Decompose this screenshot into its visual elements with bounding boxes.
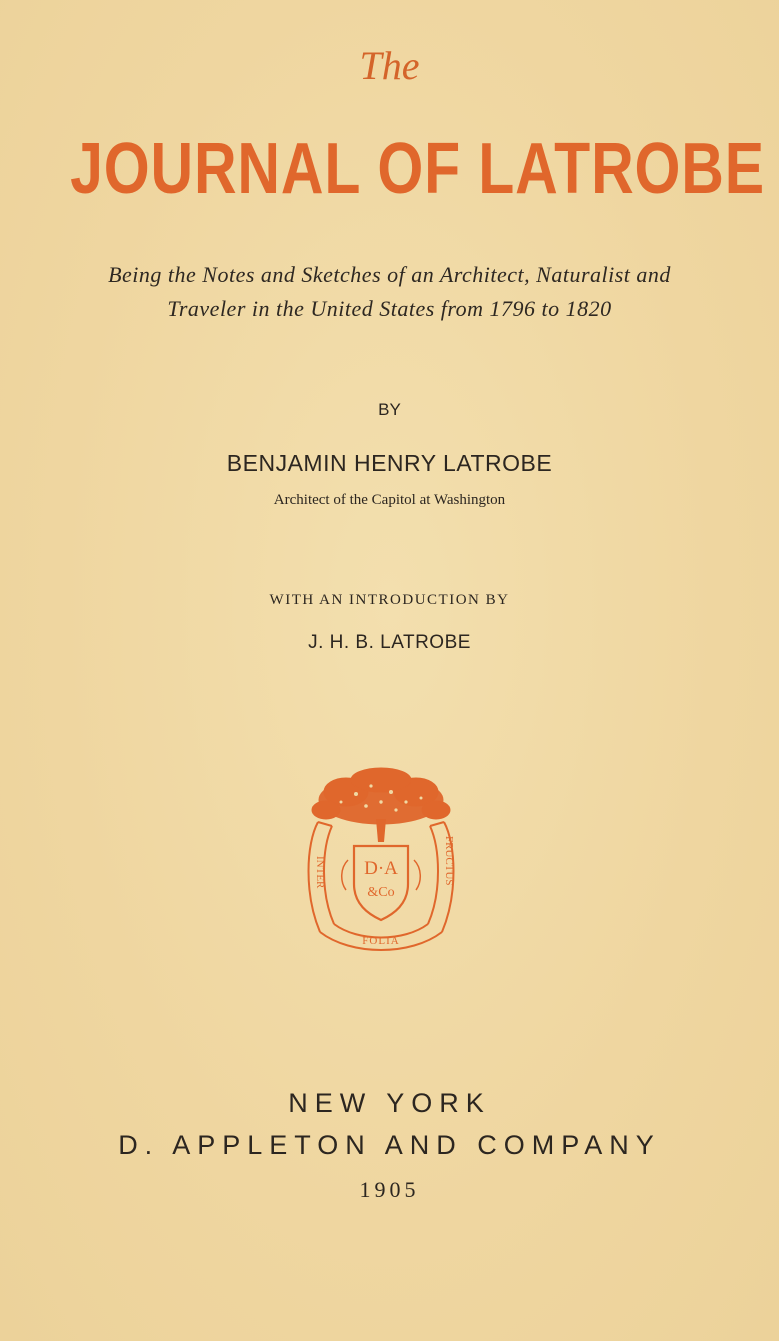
device-band-bottom: FOLIA — [362, 935, 400, 947]
device-band-right: FRUCTUS — [443, 836, 455, 886]
subtitle-line-1: Being the Notes and Sketches of an Architect, Naturalist and — [108, 262, 671, 287]
imprint-year: 1905 — [359, 1177, 420, 1202]
imprint-publisher: D. APPLETON AND COMPANY — [118, 1130, 661, 1160]
author-name: BENJAMIN HENRY LATROBE — [226, 450, 553, 476]
introduction-label: WITH AN INTRODUCTION BY — [269, 592, 510, 608]
book-title: JOURNAL OF LATROBE — [70, 129, 765, 209]
imprint-city: NEW YORK — [288, 1088, 491, 1118]
publisher-device-icon — [296, 764, 466, 960]
by-label: BY — [378, 400, 401, 419]
introduction-author: J. H. B. LATROBE — [308, 632, 471, 653]
subtitle-line-2: Traveler in the United States from 1796 to 1820 — [167, 296, 612, 321]
title-article: The — [359, 43, 420, 88]
publisher-device-logo — [296, 764, 466, 960]
author-role: Architect of the Capitol at Washington — [273, 492, 506, 508]
device-band-left: INTER — [314, 856, 326, 889]
shield-monogram-bottom: &Co — [367, 885, 395, 900]
shield-monogram-top: D·A — [364, 858, 398, 879]
